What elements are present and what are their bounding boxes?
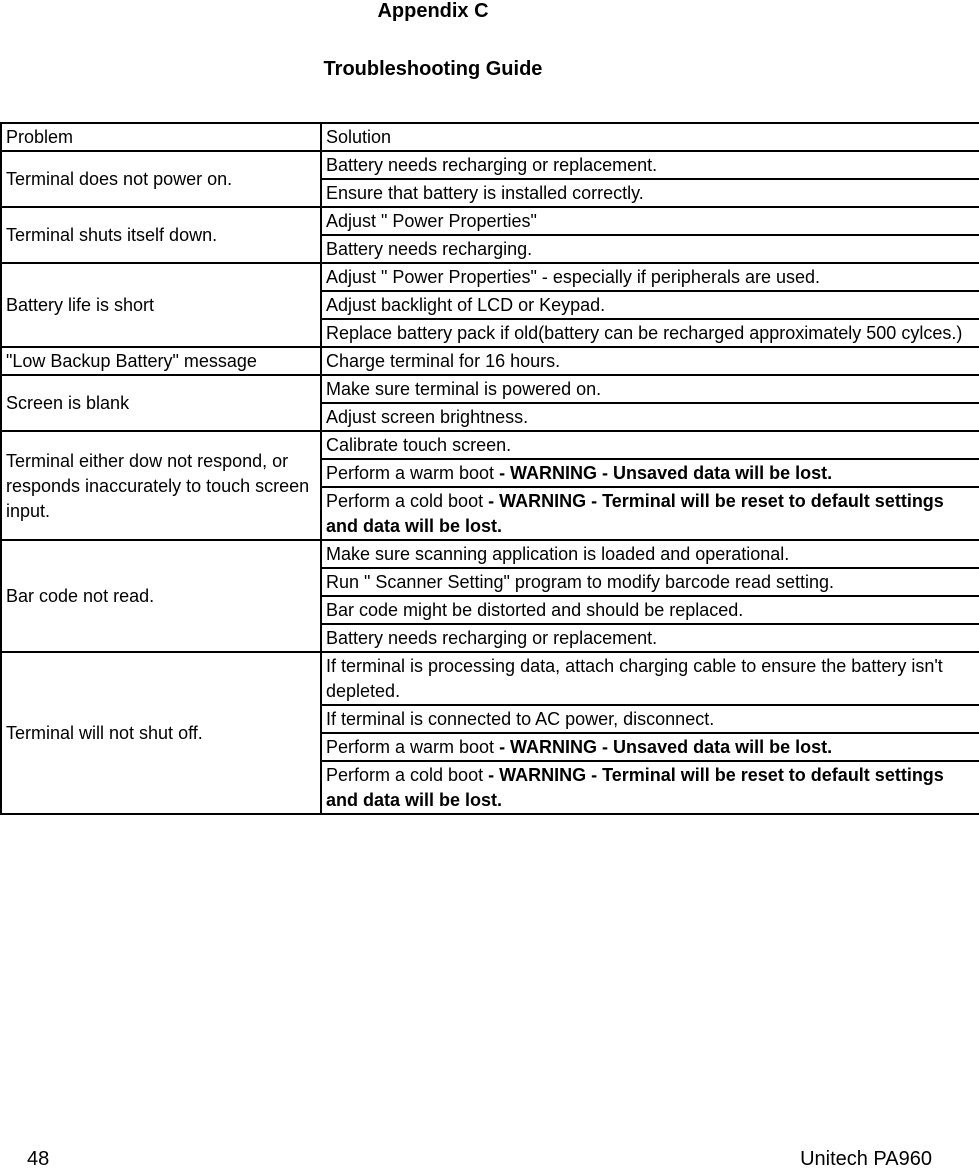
solution-text: Replace battery pack if old(battery can be recharged approximately 500 cylces.) <box>326 323 963 343</box>
solution-cell <box>321 652 979 705</box>
table-row <box>1 207 979 235</box>
solution-cell <box>321 207 979 235</box>
problem-cell: Terminal shuts itself down. <box>1 207 321 263</box>
solution-text: Perform a cold boot <box>326 765 489 785</box>
page-title: Troubleshooting Guide <box>323 58 543 80</box>
solution-cell <box>321 761 979 814</box>
solution-text: Perform a warm boot <box>326 463 500 483</box>
table-row <box>1 431 979 459</box>
warning-text: - WARNING - Unsaved data will be lost. <box>499 463 833 483</box>
warning-text: - WARNING - Terminal will be reset to default settings and data will be lost. <box>326 765 944 810</box>
solution-cell <box>321 179 979 207</box>
solution-cell <box>321 705 979 733</box>
solution-cell <box>321 291 979 319</box>
table-row <box>1 540 979 568</box>
table-row <box>1 151 979 179</box>
solution-text: If terminal is connected to AC power, disconnect. <box>326 709 715 729</box>
solution-cell <box>321 235 979 263</box>
troubleshooting-table <box>0 122 979 815</box>
table-row <box>1 375 979 403</box>
solution-cell <box>321 319 979 347</box>
solution-text: Battery needs recharging or replacement. <box>326 628 658 648</box>
solution-text: Make sure scanning application is loaded and operational. <box>326 544 790 564</box>
solution-text: Make sure terminal is powered on. <box>326 379 602 399</box>
solution-text: Perform a cold boot <box>326 491 489 511</box>
solution-cell <box>321 568 979 596</box>
warning-text: - WARNING - Unsaved data will be lost. <box>499 737 833 757</box>
solution-text: Adjust " Power Properties" - especially if peripherals are used. <box>326 267 821 287</box>
solution-text: Perform a warm boot <box>326 737 500 757</box>
problem-cell: Terminal either dow not respond, or responds inaccurately to touch screen input. <box>1 431 321 540</box>
solution-cell <box>321 624 979 652</box>
table-row <box>1 652 979 705</box>
solution-text: If terminal is processing data, attach charging cable to ensure the battery isn't depleted. <box>326 656 943 701</box>
solution-cell <box>321 540 979 568</box>
page-number: 48 <box>27 1148 50 1170</box>
solution-cell <box>321 375 979 403</box>
solution-text: Ensure that battery is installed correctly. <box>326 183 644 203</box>
product-name: Unitech PA960 <box>800 1148 932 1170</box>
solution-cell <box>321 347 979 375</box>
solution-text: Calibrate touch screen. <box>326 435 512 455</box>
problem-cell: Bar code not read. <box>1 540 321 652</box>
solution-text: Charge terminal for 16 hours. <box>326 351 561 371</box>
table-row <box>1 263 979 291</box>
problem-cell: "Low Backup Battery" message <box>1 347 321 375</box>
warning-text: - WARNING - Terminal will be reset to default settings and data will be lost. <box>326 491 944 536</box>
solution-text: Battery needs recharging or replacement. <box>326 155 658 175</box>
solution-cell <box>321 151 979 179</box>
solution-text: Adjust screen brightness. <box>326 407 529 427</box>
solution-text: Adjust backlight of LCD or Keypad. <box>326 295 606 315</box>
solution-text: Bar code might be distorted and should be replaced. <box>326 600 744 620</box>
solution-cell <box>321 733 979 761</box>
problem-cell: Screen is blank <box>1 375 321 431</box>
solution-text: Battery needs recharging. <box>326 239 533 259</box>
solution-cell <box>321 403 979 431</box>
solution-text: Run " Scanner Setting" program to modify barcode read setting. <box>326 572 835 592</box>
solution-cell <box>321 263 979 291</box>
solution-text: Adjust " Power Properties" <box>326 211 537 231</box>
solution-cell <box>321 487 979 540</box>
problem-cell: Terminal does not power on. <box>1 151 321 207</box>
table-row <box>1 347 979 375</box>
solution-cell <box>321 431 979 459</box>
solution-cell <box>321 596 979 624</box>
table-header-row <box>1 123 979 151</box>
appendix-heading: Appendix C <box>377 0 489 22</box>
column-header-solution: Solution <box>321 123 979 151</box>
column-header-problem: Problem <box>1 123 321 151</box>
problem-cell: Terminal will not shut off. <box>1 652 321 814</box>
solution-cell <box>321 459 979 487</box>
problem-cell: Battery life is short <box>1 263 321 347</box>
